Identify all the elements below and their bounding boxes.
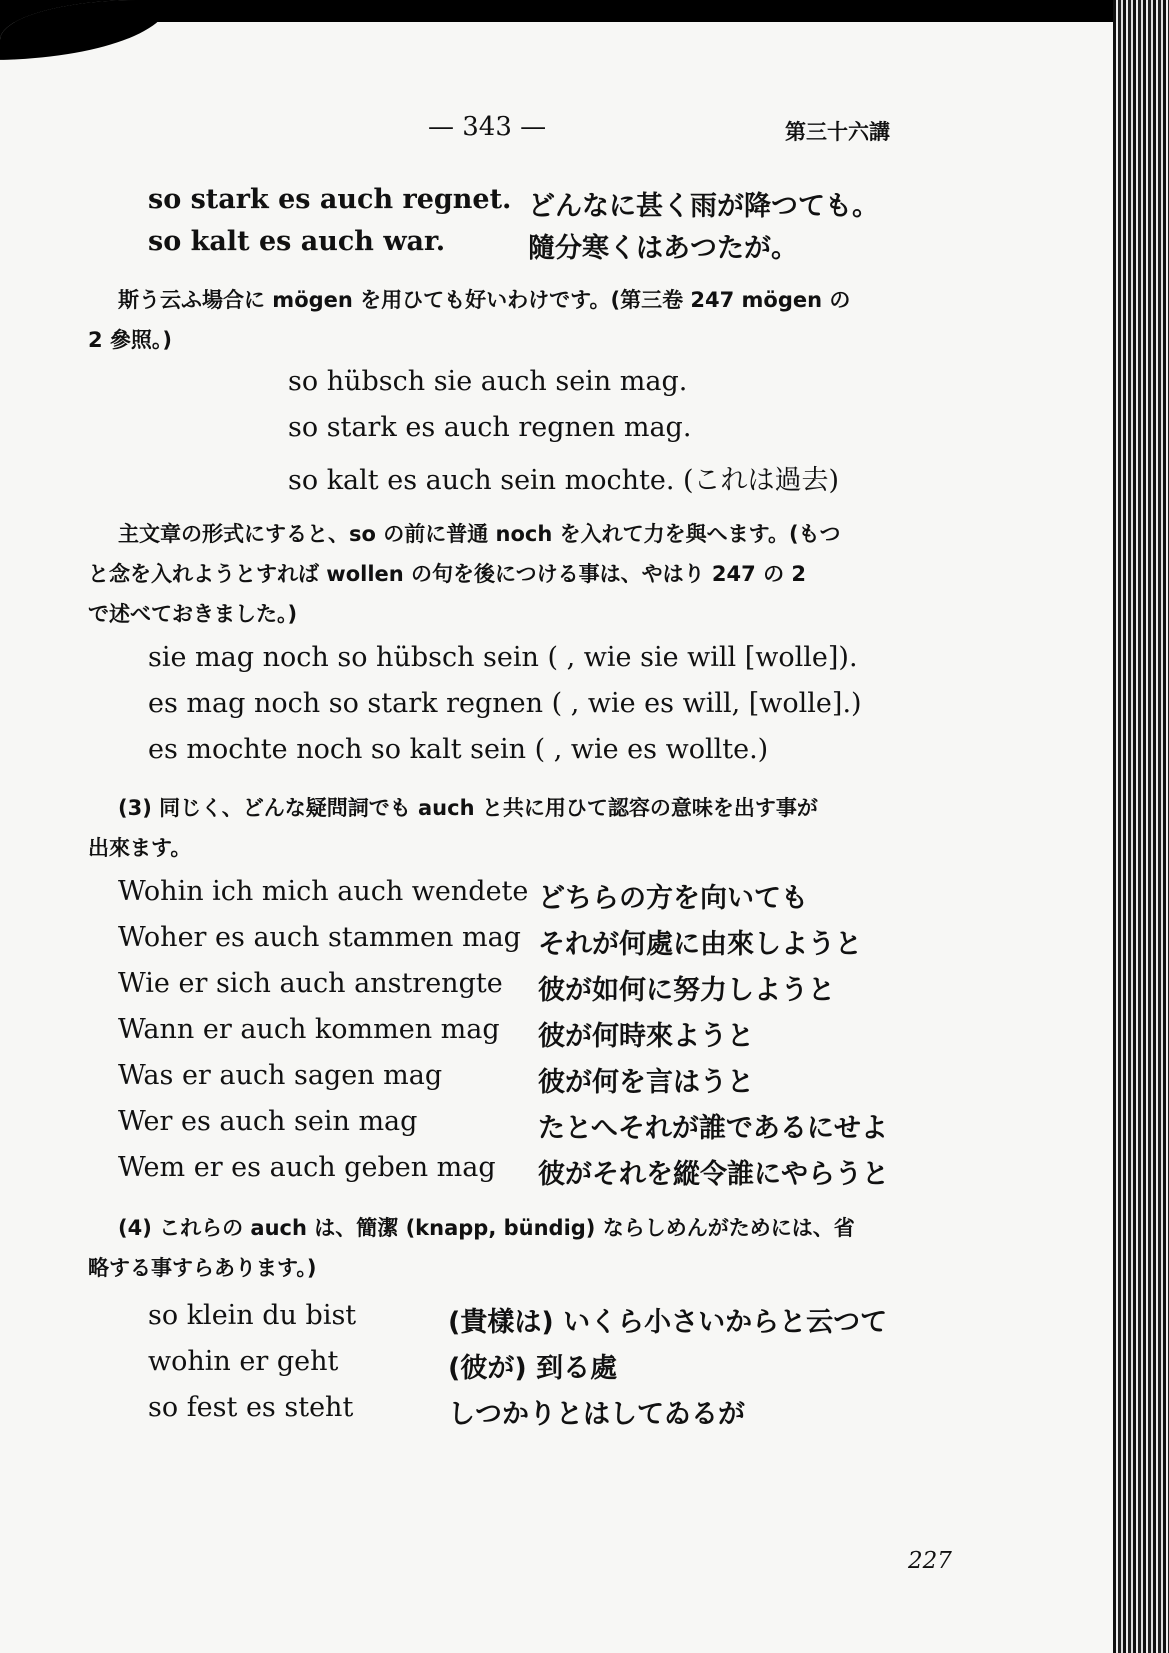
example-japanese: たとへそれが誰であるにせよ: [538, 1113, 888, 1144]
example-japanese: (彼が) 到る處: [448, 1353, 618, 1384]
example-line: es mochte noch so kalt sein ( , wie es wollte.): [148, 734, 769, 765]
example-japanese: 彼が何時來ようと: [538, 1021, 754, 1052]
example-german: so stark es auch regnet.: [148, 184, 512, 215]
example-japanese: どちらの方を向いても: [538, 883, 808, 914]
example-german: Wohin ich mich auch wendete: [118, 876, 529, 907]
example-line: so hübsch sie auch sein mag.: [288, 366, 688, 397]
page-number: 227: [908, 1548, 952, 1574]
example-german: wohin er geht: [148, 1346, 339, 1377]
example-german: Wie er sich auch anstrengte: [118, 968, 503, 999]
example-line: so stark es auch regnen mag.: [288, 412, 692, 443]
example-japanese: しつかりとはしてゐるが: [448, 1399, 745, 1430]
example-german: Wann er auch kommen mag: [118, 1014, 500, 1045]
example-line: sie mag noch so hübsch sein ( , wie sie will [wolle]).: [148, 642, 858, 673]
example-japanese: それが何處に由來しようと: [538, 929, 862, 960]
example-line: es mag noch so stark regnen ( , wie es will, [wolle].): [148, 688, 862, 719]
example-german: Wer es auch sein mag: [118, 1106, 418, 1137]
paragraph-line: 出來ます。: [88, 836, 192, 860]
example-japanese: 彼が如何に努力しようと: [538, 975, 835, 1006]
example-japanese: (貴樣は) いくら小さいからと云つて: [448, 1307, 888, 1338]
page-corner-shadow: [0, 0, 170, 60]
paragraph-line: (3) 同じく、どんな疑問詞でも auch と共に用ひて認容の意味を出す事が: [118, 796, 818, 820]
page-marker: — 343 —: [428, 112, 547, 142]
paragraph-line: 主文章の形式にすると、so の前に普通 noch を入れて力を與へます。(もつ: [118, 522, 841, 546]
example-german: Woher es auch stammen mag: [118, 922, 521, 953]
paragraph-line: 略する事すらあります。): [88, 1256, 317, 1280]
paragraph-line: で述べておきました。): [88, 602, 298, 626]
example-german: Wem er es auch geben mag: [118, 1152, 496, 1183]
example-japanese: 彼が何を言はうと: [538, 1067, 754, 1098]
paragraph-line: (4) これらの auch は、簡潔 (knapp, bündig) ならしめんがためには、省: [118, 1216, 855, 1240]
example-german: Was er auch sagen mag: [118, 1060, 443, 1091]
lesson-heading: 第三十六講: [785, 120, 890, 144]
example-japanese: 隨分寒くはあつたが。: [528, 233, 798, 264]
example-german: so klein du bist: [148, 1300, 357, 1331]
example-japanese: 彼がそれを縱令誰にやらうと: [538, 1159, 889, 1190]
paragraph-line: 斯う云ふ場合に mögen を用ひても好いわけです。(第三卷 247 mögen の: [118, 288, 851, 312]
example-german: so fest es steht: [148, 1392, 354, 1423]
example-japanese: どんなに甚く雨が降つても。: [528, 191, 879, 222]
paragraph-line: と念を入れようとすれば wollen の句を後につける事は、やはり 247 の 2: [88, 562, 806, 586]
example-line: so kalt es auch sein mochte. (これは過去): [288, 465, 840, 496]
example-german: so kalt es auch war.: [148, 226, 446, 257]
book-binding-edge: [1113, 0, 1169, 1653]
paragraph-line: 2 參照。): [88, 328, 173, 352]
